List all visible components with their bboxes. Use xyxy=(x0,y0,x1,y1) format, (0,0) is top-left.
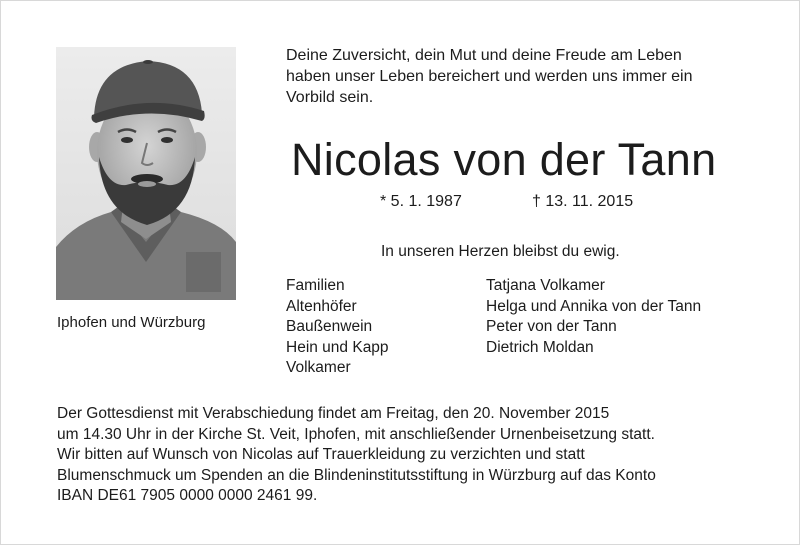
mourners-families xyxy=(286,276,389,379)
family-name: Volkamer xyxy=(286,359,351,376)
mourners-individuals xyxy=(486,276,701,358)
portrait-photo-icon xyxy=(56,47,236,300)
notice-line: Der Gottesdienst mit Verabschiedung findet am Freitag, den 20. November 2015 xyxy=(57,405,610,422)
place-caption: Iphofen und Würzburg xyxy=(57,314,206,331)
deceased-name: Nicolas von der Tann xyxy=(291,134,717,185)
quote-line: haben unser Leben bereichert und werden uns immer ein xyxy=(286,68,693,85)
mourner-name: Tatjana Volkamer xyxy=(486,277,605,294)
family-name: Familien xyxy=(286,277,345,294)
service-notice xyxy=(57,404,656,507)
notice-line: Blumenschmuck um Spenden an die Blindeninstitutsstiftung in Würzburg auf das Konto xyxy=(57,466,656,484)
family-name: Baußenwein xyxy=(286,318,373,335)
dedication-line: In unseren Herzen bleibst du ewig. xyxy=(381,243,620,260)
mourner-name: Peter von der Tann xyxy=(486,318,617,335)
quote-line: Vorbild sein. xyxy=(286,89,374,106)
death-date: † 13. 11. 2015 xyxy=(532,193,634,210)
notice-line: IBAN DE61 7905 0000 0000 2461 99. xyxy=(57,487,318,504)
family-name: Hein und Kapp xyxy=(286,338,389,356)
notice-line: Wir bitten auf Wunsch von Nicolas auf Trauerkleidung zu verzichten und statt xyxy=(57,446,585,463)
quote-line: Deine Zuversicht, dein Mut und deine Freude am Leben xyxy=(286,47,682,64)
portrait-photo xyxy=(56,47,236,300)
mourner-name: Dietrich Moldan xyxy=(486,338,594,356)
notice-line: um 14.30 Uhr in der Kirche St. Veit, Iphofen, mit anschließender Urnenbeisetzung statt. xyxy=(57,425,655,443)
birth-date: * 5. 1. 1987 xyxy=(380,193,462,210)
family-name: Altenhöfer xyxy=(286,297,357,315)
memorial-quote xyxy=(286,45,766,108)
mourner-name: Helga und Annika von der Tann xyxy=(486,297,702,315)
